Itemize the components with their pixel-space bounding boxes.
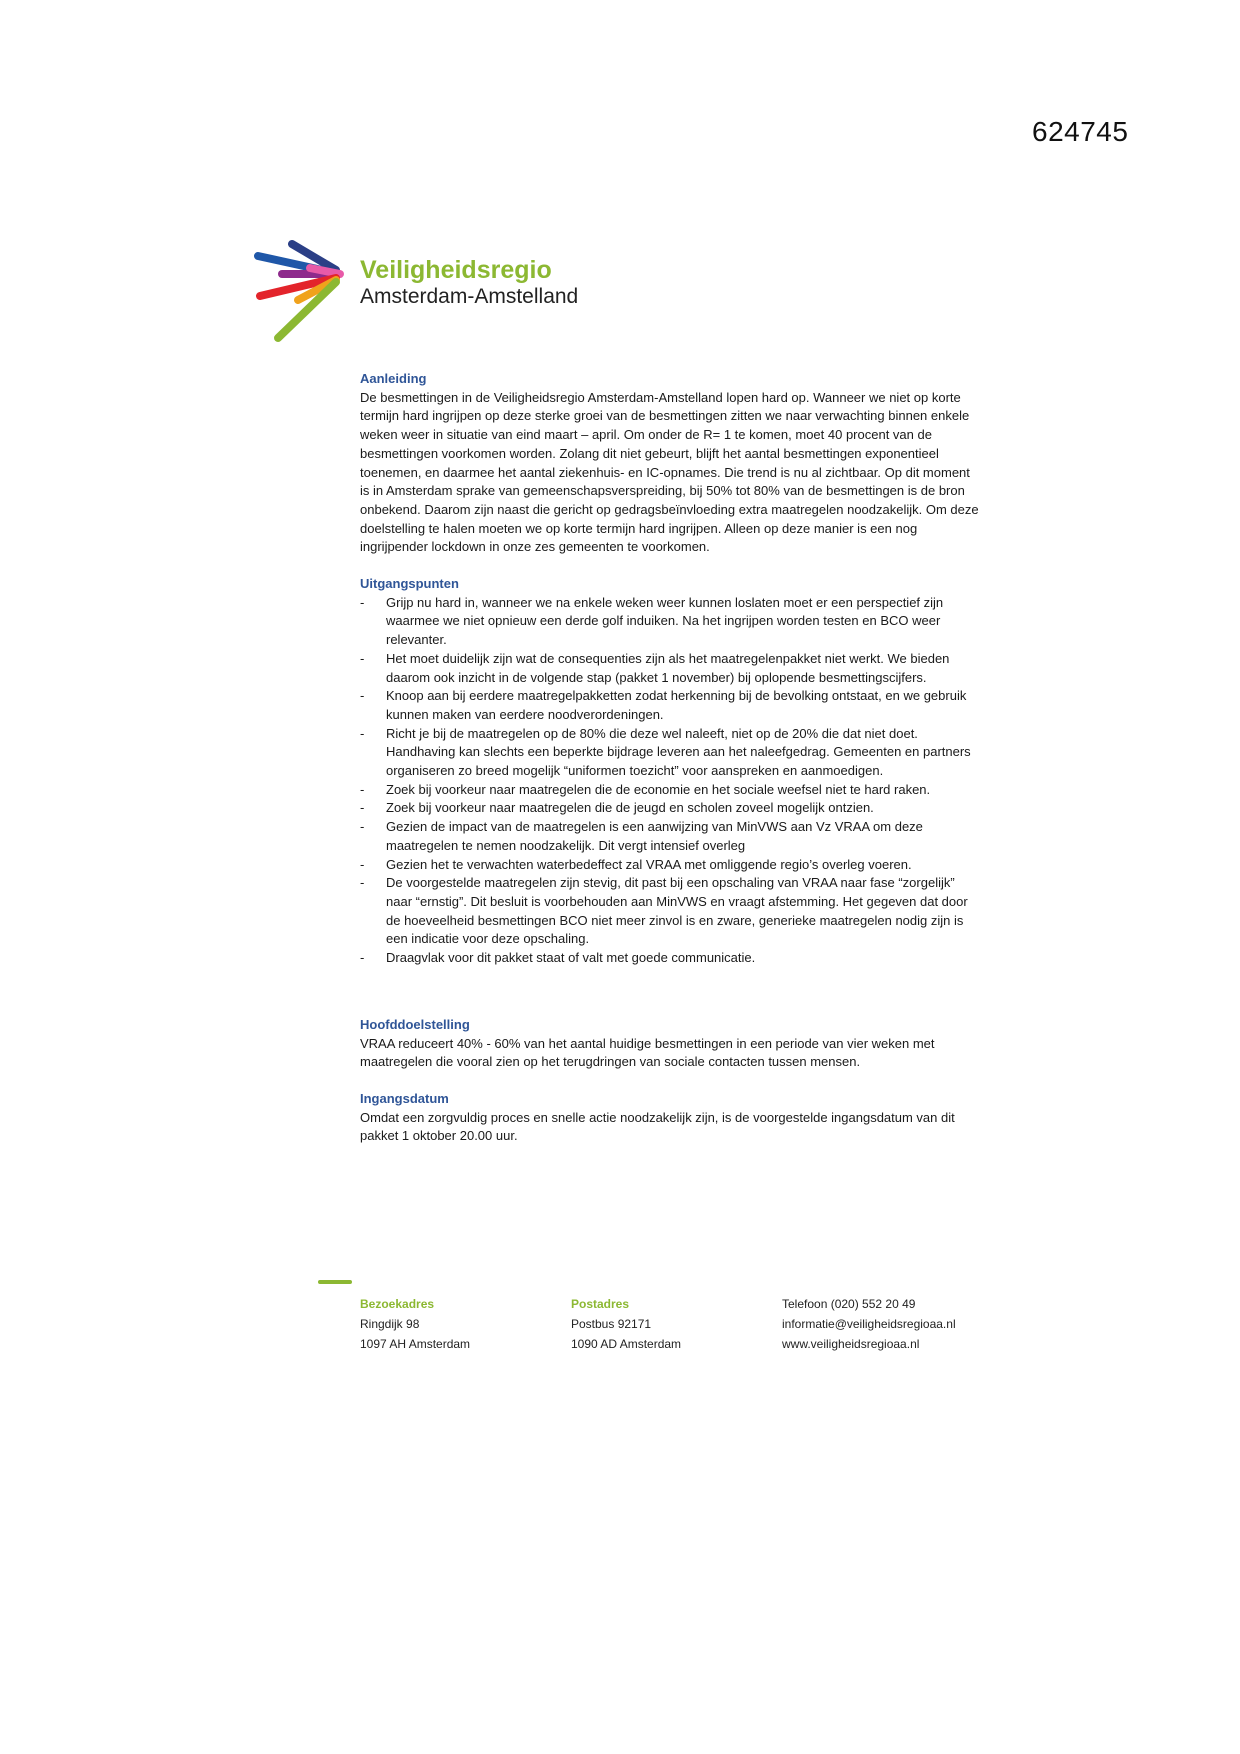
bullet-list bbox=[360, 594, 980, 968]
section-heading: Aanleiding bbox=[360, 371, 427, 386]
section-text: VRAA reduceert 40% - 60% van het aantal huidige besmettingen in een periode van vier weken met maatregelen die vooral zien op het terugdringen van sociale contacten tussen mensen. bbox=[360, 1035, 935, 1070]
logo-subname: Amsterdam-Amstelland bbox=[360, 285, 579, 308]
list-item-text: Zoek bij voorkeur naar maatregelen die de jeugd en scholen zoveel mogelijk ontzien. bbox=[386, 800, 874, 816]
list-item: - Zoek bij voorkeur naar maatregelen die de jeugd en scholen zoveel mogelijk ontzien. bbox=[360, 800, 874, 816]
list-item-text: Draagvlak voor dit pakket staat of valt met goede communicatie. bbox=[386, 950, 756, 966]
organization-logo bbox=[252, 238, 592, 348]
section-aanleiding bbox=[360, 370, 980, 557]
footer-heading: Bezoekadres bbox=[360, 1297, 435, 1311]
document-body bbox=[360, 370, 980, 1164]
section-heading: Hoofddoelstelling bbox=[360, 1016, 470, 1032]
list-item: - De voorgestelde maatregelen zijn stevig, dit past bij een opschaling van VRAA naar fase “zorgelijk” naar “ernstig”. Dit besluit is voorbehouden aan MinVWS en vraagt afstemming. Het gegeven dat door de hoeveelheid besmettingen BCO niet meer zinvol is en zware, generieke maatregelen nodig zijn is een indicatie voor deze opschaling. bbox=[360, 875, 968, 947]
list-item-text: Het moet duidelijk zijn wat de consequenties zijn als het maatregelenpakket niet werkt. We bieden daarom ook inzicht in de volgende stap (pakket 1 november) bij oplopende besmettingscijfers. bbox=[386, 650, 950, 685]
footer-contact bbox=[782, 1294, 956, 1354]
list-item: - Richt je bij de maatregelen op de 80% die deze wel naleeft, niet op de 20% die dat niet doet. Handhaving kan slechts een beperkte bijdrage leveren aan het naleefgedrag. Gemeenten en partners organiseren zo breed mogelijk “uniformen toezicht” voor aanspreken en aanmoedigen. bbox=[360, 725, 971, 779]
footer-line: Ringdijk 98 bbox=[360, 1317, 420, 1331]
section-text: Omdat een zorgvuldig proces en snelle actie noodzakelijk zijn, is de voorgestelde ingangsdatum van dit pakket 1 oktober 20.00 uur. bbox=[360, 1109, 955, 1144]
section-heading: Ingangsdatum bbox=[360, 1090, 449, 1106]
list-item-text: De voorgestelde maatregelen zijn stevig, dit past bij een opschaling van VRAA naar fase “zorgelijk” naar “ernstig”. Dit besluit is voorbehouden aan MinVWS en vraagt afstemming. Het gegeven dat door de hoeveelheid besmettingen BCO niet meer zinvol is en zware, generieke maatregelen nodig zijn is een indicatie voor deze opschaling. bbox=[386, 875, 968, 947]
list-item-text: Knoop aan bij eerdere maatregelpakketten zodat herkenning bij de bevolking ontstaat, en we gebruik kunnen maken van eerdere noodverordeningen. bbox=[386, 688, 967, 722]
list-item: - Grijp nu hard in, wanneer we na enkele weken weer kunnen loslaten moet er een perspectief zijn waarmee we niet opnieuw een derde golf induiken. Na het ingrijpen worden testen en BCO weer relevanter. bbox=[360, 594, 944, 648]
footer-line: Postbus 92171 bbox=[571, 1317, 652, 1331]
list-item-text: Gezien de impact van de maatregelen is een aanwijzing van MinVWS aan Vz VRAA om deze maatregelen te nemen noodzakelijk. Dit vergt intensief overleg bbox=[386, 819, 923, 853]
list-item: - Draagvlak voor dit pakket staat of valt met goede communicatie. bbox=[360, 950, 756, 966]
footer-website-link[interactable]: www.veiligheidsregioaa.nl bbox=[782, 1337, 920, 1351]
footer-visiting-address bbox=[360, 1294, 470, 1354]
list-item: - Gezien de impact van de maatregelen is een aanwijzing van MinVWS aan Vz VRAA om deze maatregelen te nemen noodzakelijk. Dit vergt intensief overleg bbox=[360, 819, 923, 853]
section-ingangsdatum bbox=[360, 1090, 980, 1146]
list-item: - Gezien het te verwachten waterbedeffect zal VRAA met omliggende regio’s overleg voeren. bbox=[360, 856, 912, 872]
list-item: - Zoek bij voorkeur naar maatregelen die de economie en het sociale weefsel niet te hard raken. bbox=[360, 781, 931, 797]
section-text: De besmettingen in de Veiligheidsregio Amsterdam-Amstelland lopen hard op. Wanneer we niet op korte termijn hard ingrijpen op deze sterke groei van de besmettingen zitten we naar verwachting binnen enkele weken weer in situatie van eind maart – april. Om onder de R= 1 te komen, moet 40 procent van de besmettingen voorkomen worden. Zolang dit niet gebeurt, blijft het aantal besmettingen exponentieel toenemen, en daarmee het aantal ziekenhuis- en IC-opnames. Die trend is nu al zichtbaar. Op dit moment is in Amsterdam sprake van gemeenschapsverspreiding, bij 50% tot 80% van de besmettingen is de bron onbekend. Daarom zijn naast die gericht op gedragsbeïnvloeding extra maatregelen noodzakelijk. Om deze doelstelling te halen moeten we op korte termijn hard ingrijpen. Alleen op deze manier is een nog ingrijpender lockdown in onze zes gemeenten te voorkomen. bbox=[360, 389, 979, 555]
footer-postal-address bbox=[571, 1294, 681, 1354]
document-number: 624745 bbox=[1032, 116, 1129, 147]
list-item-text: Grijp nu hard in, wanneer we na enkele weken weer kunnen loslaten moet er een perspectief zijn waarmee we niet opnieuw een derde golf induiken. Na het ingrijpen worden testen en BCO weer relevanter. bbox=[386, 594, 944, 648]
list-item-text: Richt je bij de maatregelen op de 80% die deze wel naleeft, niet op de 20% die dat niet doet. Handhaving kan slechts een beperkte bijdrage leveren aan het naleefgedrag. Gemeenten en partners organiseren zo breed mogelijk “uniformen toezicht” voor aanspreken en aanmoedigen. bbox=[386, 725, 971, 779]
footer-line: 1090 AD Amsterdam bbox=[571, 1337, 682, 1351]
list-item: - Het moet duidelijk zijn wat de consequenties zijn als het maatregelenpakket niet werkt. We bieden daarom ook inzicht in de volgende stap (pakket 1 november) bij oplopende besmettingscijfers. bbox=[360, 650, 950, 685]
section-uitgangspunten bbox=[360, 575, 980, 968]
logo-mark-icon bbox=[252, 238, 362, 348]
section-hoofddoelstelling bbox=[360, 1016, 980, 1072]
footer-heading: Postadres bbox=[571, 1297, 630, 1311]
logo-name: Veiligheidsregio bbox=[360, 256, 552, 284]
footer-line: 1097 AH Amsterdam bbox=[360, 1337, 471, 1351]
section-heading: Uitgangspunten bbox=[360, 576, 459, 592]
footer-email-link[interactable]: informatie@veiligheidsregioaa.nl bbox=[782, 1317, 956, 1331]
list-item-text: Gezien het te verwachten waterbedeffect zal VRAA met omliggende regio’s overleg voeren. bbox=[386, 856, 912, 872]
footer-divider bbox=[318, 1280, 352, 1284]
list-item-text: Zoek bij voorkeur naar maatregelen die de economie en het sociale weefsel niet te hard raken. bbox=[386, 781, 931, 797]
footer-phone: Telefoon (020) 552 20 49 bbox=[782, 1297, 916, 1311]
list-item: - Knoop aan bij eerdere maatregelpakketten zodat herkenning bij de bevolking ontstaat, en we gebruik kunnen maken van eerdere noodverordeningen. bbox=[360, 688, 967, 722]
